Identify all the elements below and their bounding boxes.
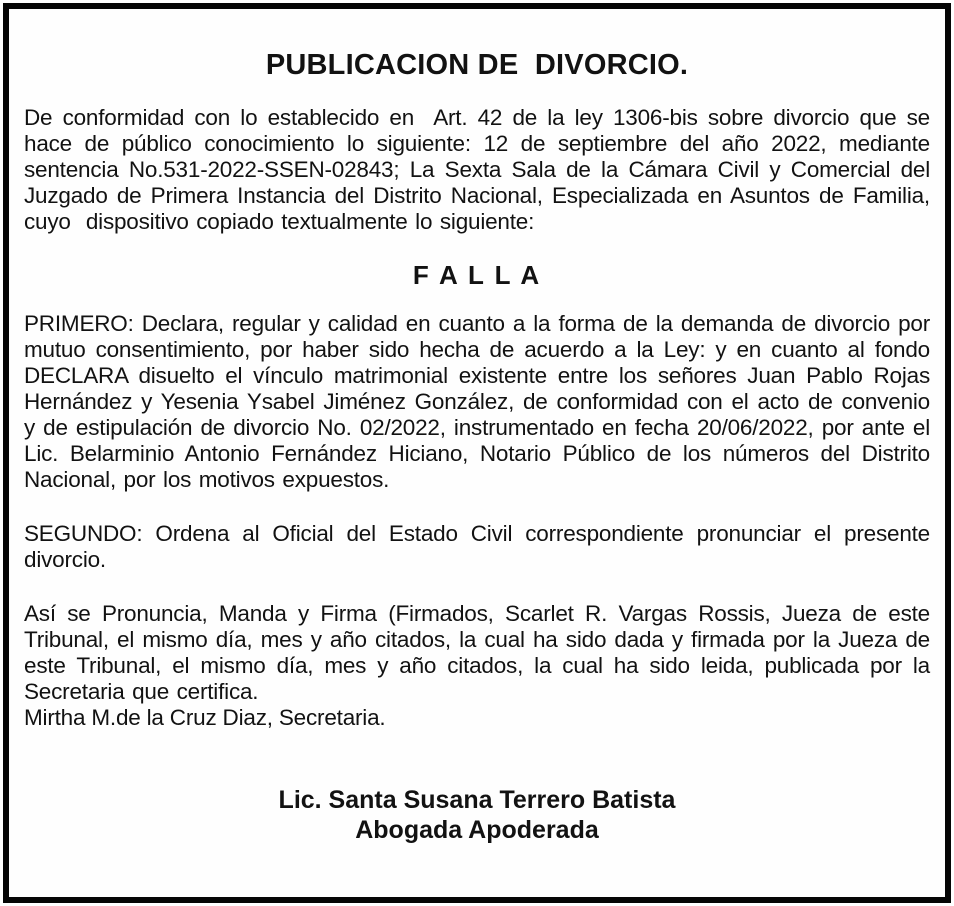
secretary-line: Mirtha M.de la Cruz Diaz, Secretaria. (24, 705, 386, 730)
intro-paragraph: De conformidad con lo establecido en Art. 42 de la ley 1306-bis sobre divorcio que se hace de público conocimiento lo siguiente: 12 de septiembre del año 2022, mediante sentencia No.531-2022-SSEN-02843; La Sexta Sala de la Cámara Civil y Comercial del Juzgado de Primera Instancia del Distrito Nacional, Especializada en Asuntos de Familia, cuyo dispositivo copiado textualmente lo siguiente: (24, 105, 938, 234)
pronuncia-paragraph: Así se Pronuncia, Manda y Firma (Firmados, Scarlet R. Vargas Rossis, Jueza de este Tribunal, el mismo día, mes y año citados, la cual ha sido dada y firmada por la Jueza de este Tribunal, el mismo día, mes y año citados, la cual ha sido leida, publicada por la Secretaria que certifica. (24, 601, 938, 704)
segundo-paragraph: SEGUNDO: Ordena al Oficial del Estado Civil correspondiente pronunciar el presente divorcio. (24, 521, 938, 572)
primero-paragraph: PRIMERO: Declara, regular y calidad en cuanto a la forma de la demanda de divorcio por mutuo consentimiento, por haber sido hecha de acuerdo a la Ley: y en cuanto al fondo DECLARA disuelto el vínculo matrimonial existente entre los señores Juan Pablo Rojas Hernández y Yesenia Ysabel Jiménez González, de conformidad con el acto de convenio y de estipulación de divorcio No. 02/2022, instrumentado en fecha 20/06/2022, por ante el Lic. Belarminio Antonio Fernández Hiciano, Notario Público de los números del Distrito Nacional, por los motivos expuestos. (24, 311, 938, 492)
signature-name: Lic. Santa Susana Terrero Batista (278, 786, 676, 814)
signature-role: Abogada Apoderada (355, 816, 599, 844)
notice-sheet (3, 3, 951, 903)
falla-heading: F A L L A (412, 260, 542, 290)
notice-title: PUBLICACION DE DIVORCIO. (265, 49, 689, 81)
signature-block (9, 785, 945, 845)
